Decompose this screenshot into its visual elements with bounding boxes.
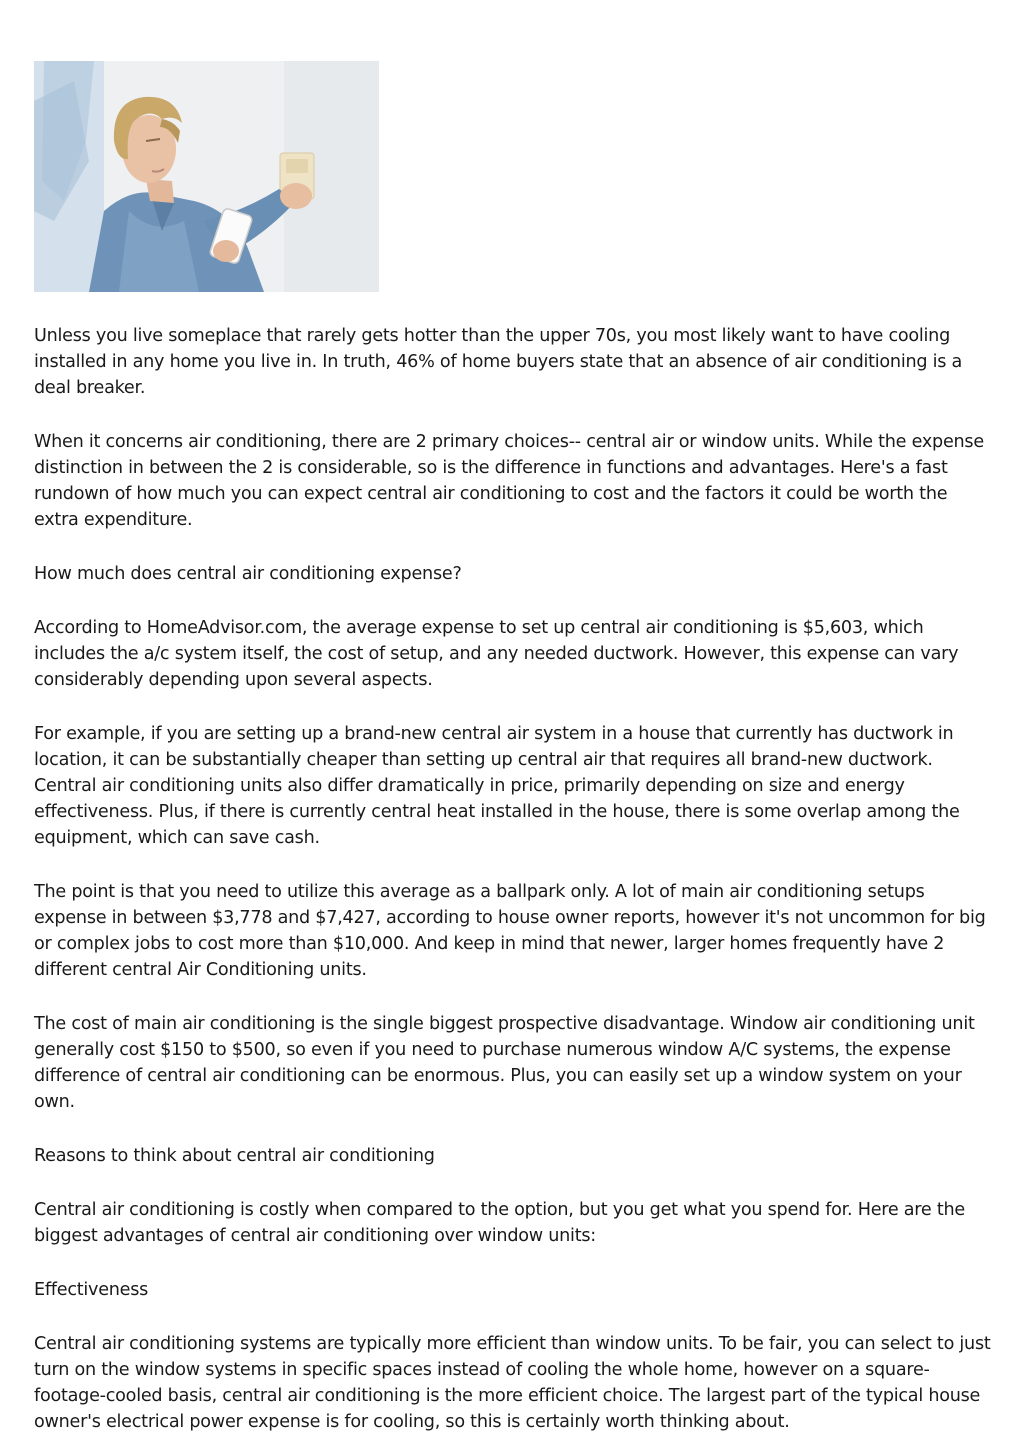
paragraph-efficiency: Central air conditioning systems are typically more efficient than window units. To be fair, you can select to just turn on the window systems in specific spaces instead of cooling the whole home, however on a square-footage-cooled basis, central air conditioning is the more efficient choice. The largest part of the typical house owner's electrical power expense is for cooling, so this is certainly worth thinking about. <box>34 1334 991 1432</box>
paragraph-average-cost: According to HomeAdvisor.com, the average expense to set up central air conditioning is $5,603, which includes the a/c system itself, the cost of setup, and any needed ductwork. However, this expense can vary considerably depending upon several aspects. <box>34 618 959 690</box>
paragraph-intro: Unless you live someplace that rarely gets hotter than the upper 70s, you most likely want to have cooling installed in any home you live in. In truth, 46% of home buyers state that an absence of air conditioning is a deal breaker. <box>34 326 963 398</box>
paragraph-advantages-intro: Central air conditioning is costly when compared to the option, but you get what you spend for. Here are the biggest advantages of central air conditioning over window units: <box>34 1200 965 1246</box>
paragraph-choices: When it concerns air conditioning, there are 2 primary choices-- central air or window units. While the expense distinction in between the 2 is considerable, so is the difference in functions and advantages. Here's a fast rundown of how much you can expect central air conditioning to cost and the factors it could be worth the extra expenditure. <box>34 432 984 530</box>
thermostat-photo-illustration <box>34 61 379 292</box>
paragraph-example: For example, if you are setting up a brand-new central air system in a house that currently has ductwork in location, it can be substantially cheaper than setting up central air that requires all brand-new ductwork. Central air conditioning units also differ dramatically in price, primarily depending on size and energy effectiveness. Plus, if there is currently central heat installed in the house, there is some overlap among the equipment, which can save cash. <box>34 724 960 848</box>
heading-cost-question: How much does central air conditioning expense? <box>34 564 462 584</box>
article-photo <box>34 61 379 292</box>
paragraph-disadvantage: The cost of main air conditioning is the single biggest prospective disadvantage. Window air conditioning unit generally cost $150 to $500, so even if you need to purchase numerous window A/C systems, the expense difference of central air conditioning can be enormous. Plus, you can easily set up a window system on your own. <box>34 1014 975 1112</box>
heading-reasons: Reasons to think about central air conditioning <box>34 1146 435 1166</box>
article-body <box>34 323 994 1435</box>
heading-effectiveness: Effectiveness <box>34 1280 149 1300</box>
paragraph-ballpark: The point is that you need to utilize this average as a ballpark only. A lot of main air conditioning setups expense in between $3,778 and $7,427, according to house owner reports, however it's not uncommon for big or complex jobs to cost more than $10,000. And keep in mind that newer, larger homes frequently have 2 different central Air Conditioning units. <box>34 882 986 980</box>
